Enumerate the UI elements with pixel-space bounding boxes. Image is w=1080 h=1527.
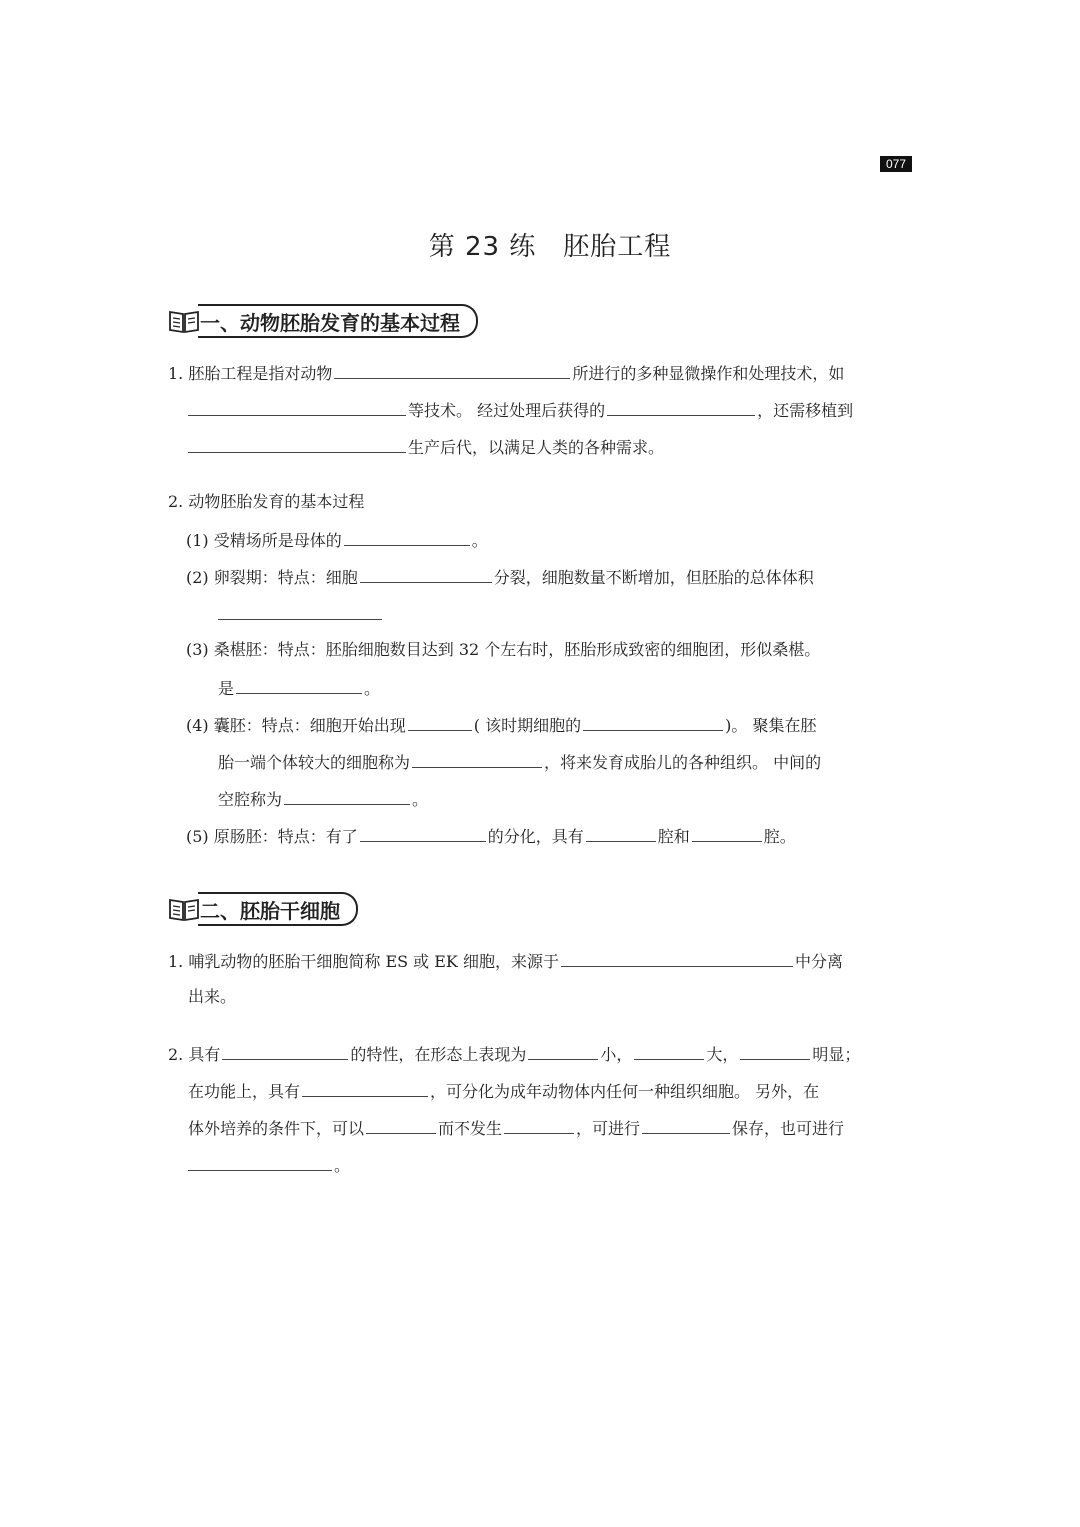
text: 。	[412, 790, 429, 809]
blank[interactable]	[188, 434, 406, 453]
section-heading-2-text: 二、胚胎干细胞	[198, 892, 358, 926]
s1-q2-part4-line2	[218, 749, 821, 775]
text: (5) 原肠胚：特点：有了	[186, 827, 358, 846]
text: (1) 受精场所是母体的	[186, 531, 342, 550]
s1-q2-part3: (3) 桑椹胚：特点：胚胎细胞数目达到 32 个左右时，胚胎形成致密的细胞团，形似桑椹。	[186, 640, 821, 659]
text: 大，	[706, 1045, 739, 1064]
s2-q1-line1	[168, 948, 843, 974]
text: ( 该时期细胞的	[473, 716, 582, 735]
s2-q1-line2: 出来。	[188, 987, 237, 1006]
blank[interactable]	[360, 564, 492, 583]
text: 分裂，细胞数量不断增加，但胚胎的总体体积	[493, 568, 814, 587]
s1-q1-line3	[188, 434, 664, 460]
blank[interactable]	[188, 397, 406, 416]
page-number: 077	[880, 156, 912, 172]
blank[interactable]	[236, 675, 362, 694]
blank[interactable]	[740, 1041, 810, 1060]
text: 。	[471, 531, 488, 550]
text: 体外培养的条件下，可以	[188, 1119, 365, 1138]
blank[interactable]	[408, 712, 472, 731]
section-heading-2	[168, 892, 358, 926]
page-title: 第 23 练 胚胎工程	[428, 232, 672, 262]
s1-q2-stem: 2. 动物胚胎发育的基本过程	[168, 492, 365, 511]
text: 中分离	[794, 952, 843, 971]
blank[interactable]	[302, 1078, 428, 1097]
blank[interactable]	[334, 360, 570, 379]
blank[interactable]	[692, 823, 762, 842]
s1-q2-part4-line3	[218, 786, 428, 812]
text: 所进行的多种显微操作和处理技术，如	[572, 364, 845, 383]
blank[interactable]	[344, 527, 470, 546]
s2-q2-line4	[188, 1152, 350, 1178]
text: 。	[334, 1156, 351, 1175]
text: 而不发生	[438, 1119, 503, 1138]
text: 胎一端个体较大的细胞称为	[218, 753, 411, 772]
s1-q1-line2	[188, 397, 853, 423]
blank[interactable]	[642, 1115, 730, 1134]
s1-q1-line1	[168, 360, 844, 386]
blank[interactable]	[528, 1041, 598, 1060]
text: 腔。	[763, 827, 796, 846]
blank[interactable]	[360, 823, 486, 842]
s1-q2-part2	[186, 564, 814, 590]
text: )。 聚集在胚	[725, 716, 817, 735]
blank[interactable]	[607, 397, 755, 416]
blank[interactable]	[188, 1152, 332, 1171]
section-heading-1	[168, 304, 478, 338]
s2-q2-line2	[188, 1078, 819, 1104]
text: 1. 胚胎工程是指对动物	[168, 364, 333, 383]
blank[interactable]	[634, 1041, 704, 1060]
text: 2. 具有	[168, 1045, 221, 1064]
text: ，还需移植到	[757, 401, 854, 420]
text: (2) 卵裂期：特点：细胞	[186, 568, 358, 587]
text: 明显；	[812, 1045, 861, 1064]
blank[interactable]	[561, 948, 793, 967]
text: 是	[218, 679, 235, 698]
s2-q2-line1	[168, 1041, 860, 1067]
s1-q2-part3-line2	[218, 675, 380, 701]
s1-q2-part4	[186, 712, 816, 738]
text: ，将来发育成胎儿的各种组织。 中间的	[544, 753, 822, 772]
text: 空腔称为	[218, 790, 283, 809]
s1-q2-part5	[186, 823, 796, 849]
text: ，可分化为成年动物体内任何一种组织细胞。 另外，在	[430, 1082, 820, 1101]
text: 保存，也可进行	[732, 1119, 845, 1138]
s1-q2-part1	[186, 527, 488, 553]
blank[interactable]	[222, 1041, 348, 1060]
blank[interactable]	[284, 786, 410, 805]
s2-q2-line3	[188, 1115, 844, 1141]
text: 小，	[600, 1045, 633, 1064]
text: ，可进行	[576, 1119, 641, 1138]
text: 的分化，具有	[487, 827, 584, 846]
text: 腔和	[657, 827, 690, 846]
s1-q2-part2-line2	[218, 601, 384, 627]
text: 。	[364, 679, 381, 698]
section-heading-1-text: 一、动物胚胎发育的基本过程	[198, 304, 478, 338]
text: 等技术。 经过处理后获得的	[408, 401, 606, 420]
blank[interactable]	[504, 1115, 574, 1134]
blank[interactable]	[366, 1115, 436, 1134]
blank[interactable]	[412, 749, 542, 768]
text: 生产后代，以满足人类的各种需求。	[408, 438, 665, 457]
blank[interactable]	[218, 601, 382, 620]
text: 在功能上，具有	[188, 1082, 301, 1101]
blank[interactable]	[586, 823, 656, 842]
book-icon	[168, 308, 200, 334]
text: 的特性，在形态上表现为	[350, 1045, 527, 1064]
text: 1. 哺乳动物的胚胎干细胞简称 ES 或 EK 细胞，来源于	[168, 952, 559, 971]
text: (4) 囊胚：特点：细胞开始出现	[186, 716, 406, 735]
blank[interactable]	[583, 712, 723, 731]
book-icon	[168, 896, 200, 922]
